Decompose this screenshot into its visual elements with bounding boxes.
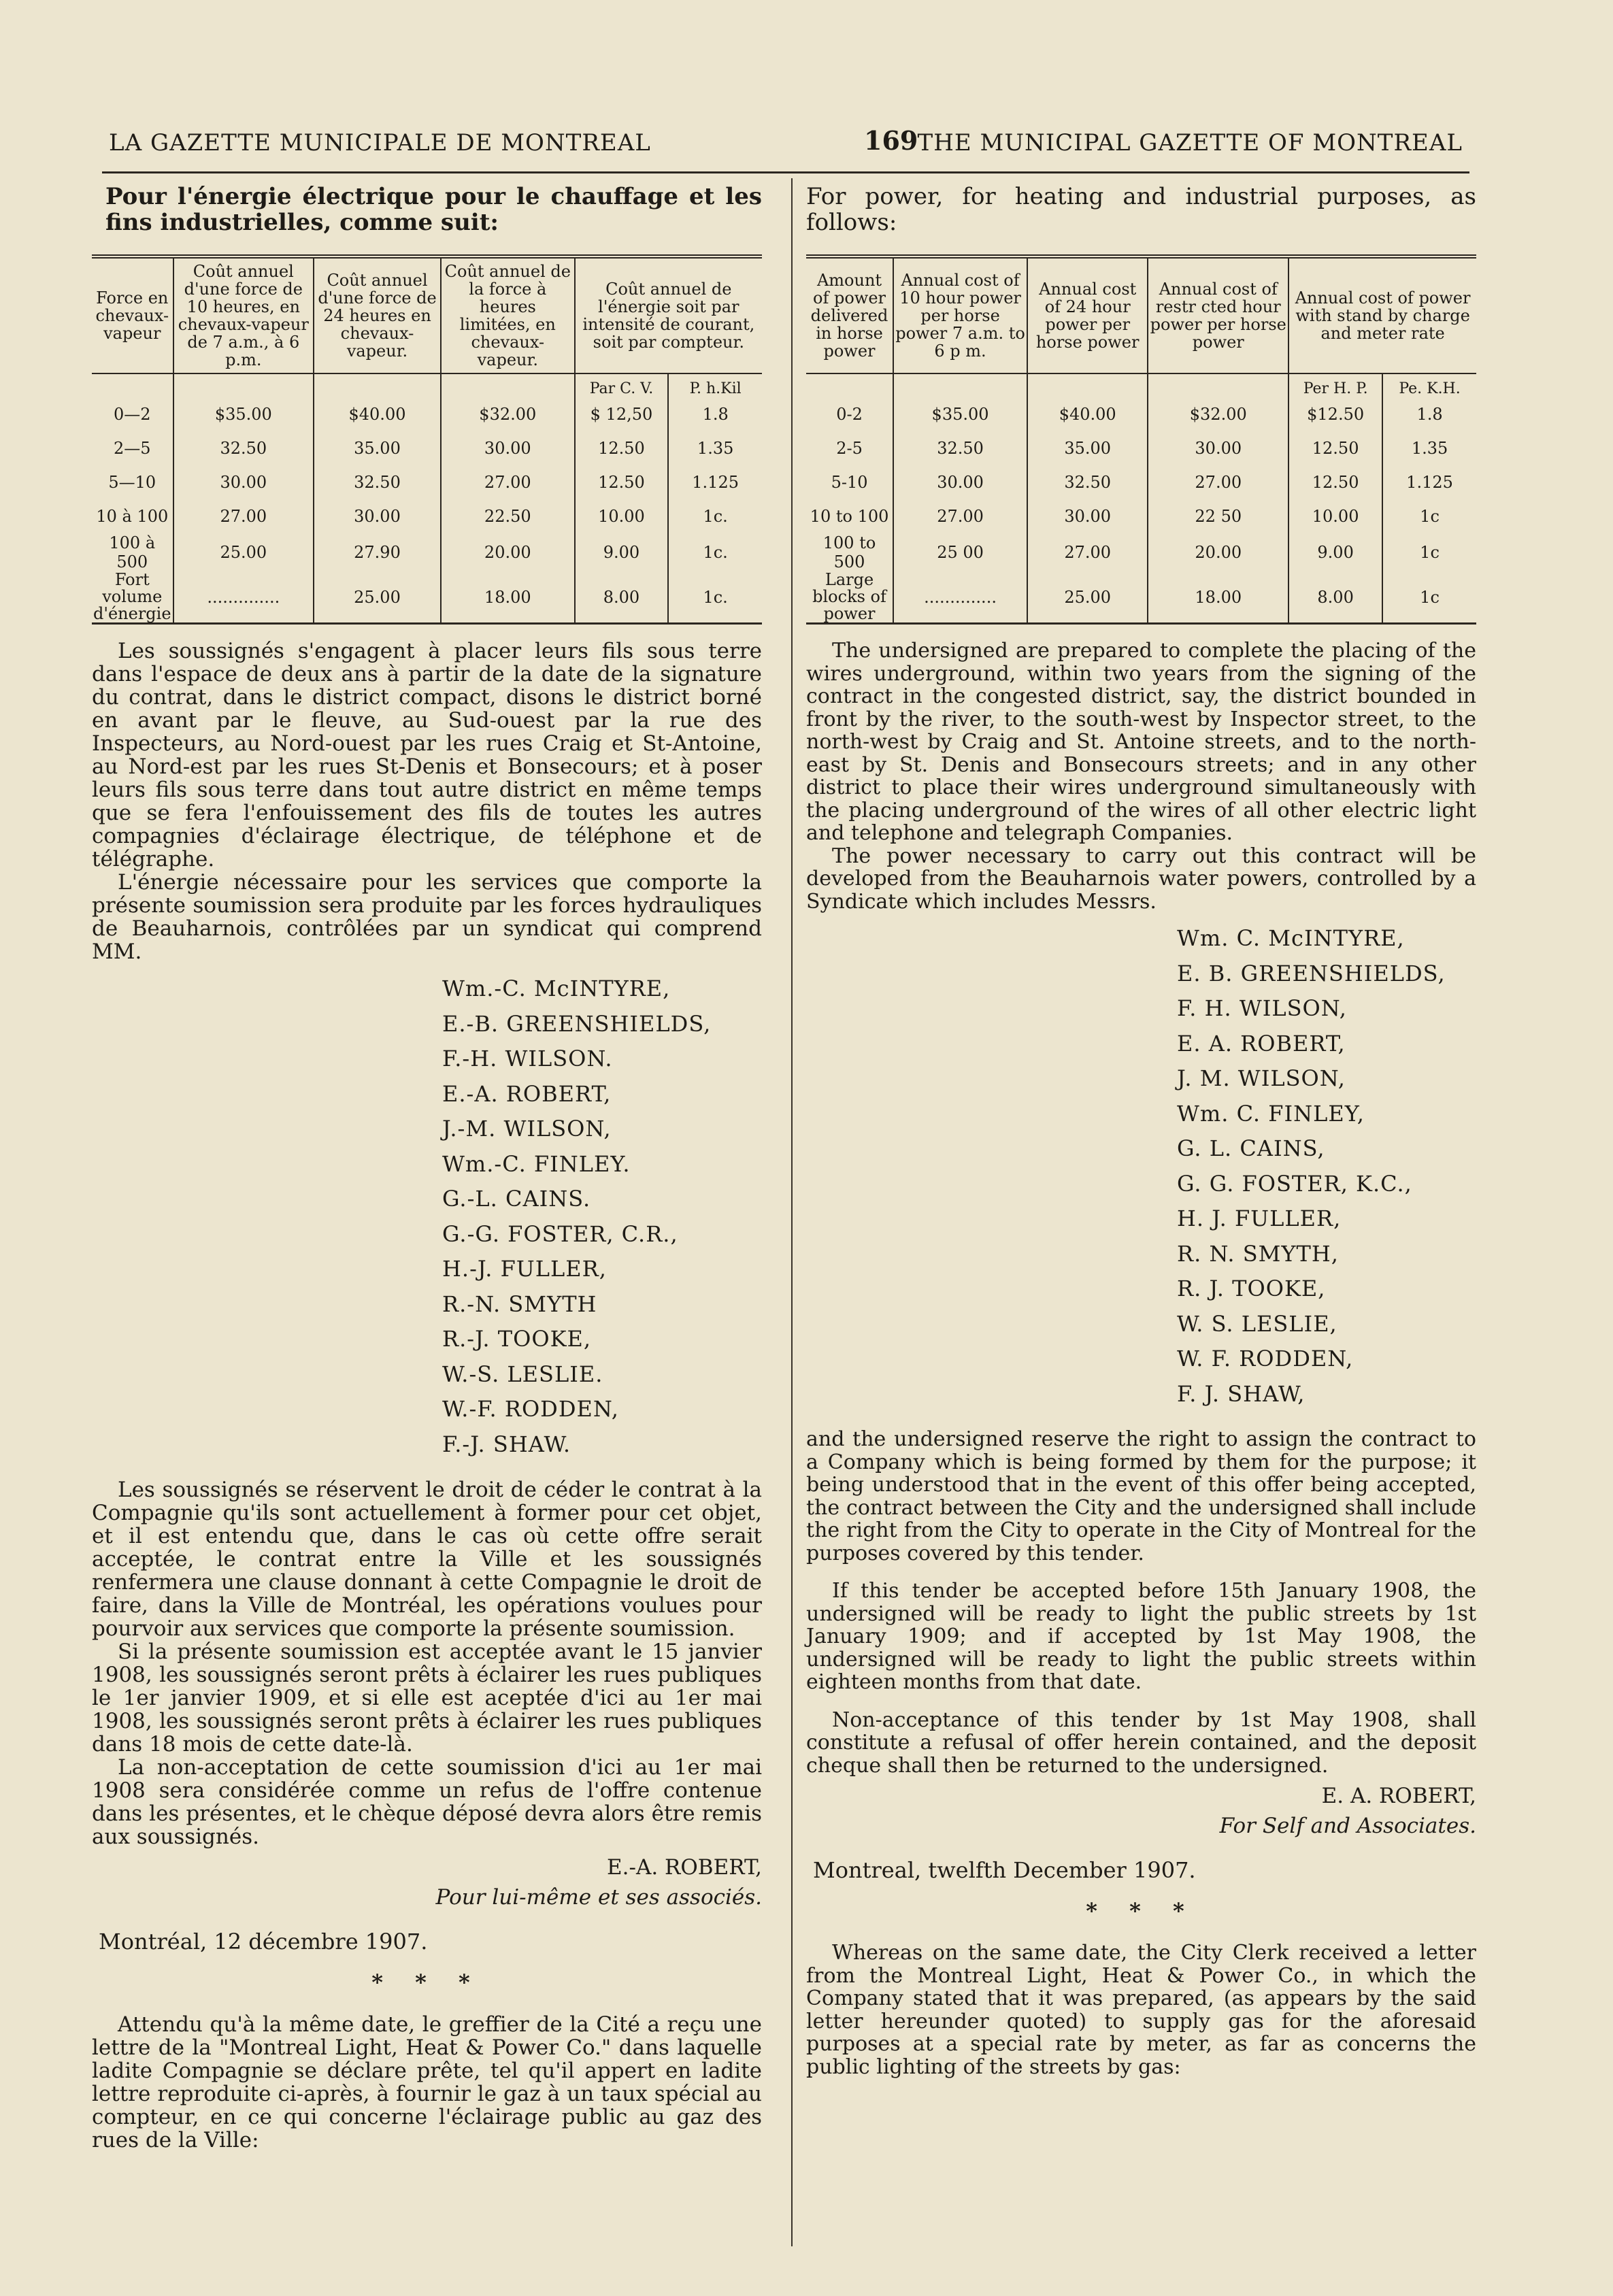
table-cell: 30.00 <box>173 465 314 499</box>
table-header-row <box>806 256 1476 373</box>
list-item: J.-M. WILSON, <box>442 1116 612 1142</box>
table-row <box>92 397 762 431</box>
list-item: H. J. FULLER, <box>1177 1205 1342 1231</box>
french-signature-role: Pour lui-même et ses associés. <box>435 1885 762 1910</box>
table-cell: 0—2 <box>92 397 173 431</box>
section-separator: * * * <box>371 1969 482 1995</box>
list-item: E.-A. ROBERT, <box>442 1080 612 1107</box>
french-paragraph-underground: Les soussignés s'engagent à placer leurs fils sous terre dans l'espace de deux ans à partir de la date de la signature du contrat, dans le district compact, disons le district borné en avant par le fleuve, au Sud-ouest par la rue des Inspecteurs, au Nord-ouest par les rues Craig et St-Antoine, au Nord-est par les rues St-Denis et Bonsecours; et à poser leurs fils sous terre dans tout autre district en même temps que se fera l'enfouissement des fils de toutes les autres compagnies d'éclairage électrique, de téléphone et de télégraphe. <box>92 639 762 871</box>
table-cell: 35.00 <box>314 431 441 465</box>
list-item: E.-B. GREENSHIELDS, <box>442 1010 712 1037</box>
english-syndicate-names <box>1177 925 1476 1416</box>
french-intro: Pour l'énergie électrique pour le chauffage et les fins industrielles, comme suit: <box>105 183 762 236</box>
english-paragraph-acceptance: If this tender be accepted before 15th January 1908, the undersigned will be ready to light the public streets by 1st January 1909; and if accepted by 1st May 1908, the undersigned will be ready to light the public streets within eighteen months from that date. <box>806 1579 1476 1694</box>
table-header-cell: Coût annuel d'une force de 24 heures en chevaux-vapeur. <box>314 256 441 373</box>
page-number: 169 <box>864 125 918 156</box>
table-cell: 27.00 <box>441 465 575 499</box>
table-cell: $ 12,50 <box>575 397 669 431</box>
table-cell: 27.00 <box>173 499 314 533</box>
table-header-cell: Coût annuel d'une force de 10 heures, en chevaux-vapeur de 7 a.m., à 6 p.m. <box>173 256 314 373</box>
table-cell: $32.00 <box>441 397 575 431</box>
english-signature-role: For Self and Associates. <box>1219 1814 1476 1838</box>
table-cell: 10 à 100 <box>92 499 173 533</box>
table-cell: 12.50 <box>575 431 669 465</box>
list-item: Wm. C. FINLEY, <box>1177 1100 1365 1127</box>
english-column <box>806 184 1476 2078</box>
table-cell: 5—10 <box>92 465 173 499</box>
list-item: W. F. RODDEN, <box>1177 1346 1354 1371</box>
table-cell: 100 à 500 <box>92 533 173 571</box>
table-cell: 1.8 <box>702 405 729 424</box>
list-item: H.-J. FULLER, <box>442 1256 607 1282</box>
table-cell: 22 50 <box>1148 499 1288 533</box>
table-cell: 22.50 <box>441 499 575 533</box>
english-paragraph-power: The power necessary to carry out this contract will be developed from the Beauharnois water powers, controlled by a Syndicate which includes Messrs. <box>806 844 1476 914</box>
table-header-cell: Amount of power delivered in horse power <box>806 256 893 373</box>
table-row <box>806 499 1476 533</box>
table-cell: 30.00 <box>893 465 1027 499</box>
table-cell: 18.00 <box>1148 571 1288 624</box>
table-cell: 20.00 <box>441 533 575 571</box>
french-paragraph-acceptance: Si la présente soumission est acceptée avant le 15 janvier 1908, les soussignés seront prêts à éclairer les rues publiques le 1er janvier 1909, et si elle est aceptée d'ici au 1er mai 1908, les soussignés seront prêts à éclairer les rues publiques dans 18 mois de cette date-là. <box>92 1640 762 1757</box>
list-item: Wm. C. McINTYRE, <box>1177 925 1405 951</box>
table-cell: 27.00 <box>1148 465 1288 499</box>
list-item: G. L. CAINS, <box>1177 1135 1325 1161</box>
list-item: W.-F. RODDEN, <box>442 1396 619 1422</box>
table-cell: 27.90 <box>314 533 441 571</box>
french-dateline: Montréal, 12 décembre 1907. <box>99 1929 428 1954</box>
table-cell: 18.00 <box>441 571 575 624</box>
table-header-cell: Annual cost of restr cted hour power per horse power <box>1148 256 1288 373</box>
french-paragraph-power: L'énergie nécessaire pour les services que comporte la présente soumission sera produite par les forces hydrauliques de Beauharnois, contrôlées par un syndicat qui comprend MM. <box>92 870 762 964</box>
table-row <box>92 499 762 533</box>
table-header-row <box>92 256 762 373</box>
english-paragraph-underground: The undersigned are prepared to complete the placing of the wires underground, within two years from the signing of the contract in the congested district, say, the district bounded in front by the river, to the south-west by Inspector street, to the north-west by Craig and St. Antoine streets, and to the north-east by St. Denis and Bonsecours streets; and in any other district to place their wires underground simultaneously with the placing underground of the wires of all other electric light and telephone and telegraph Companies. <box>806 639 1476 845</box>
english-dateline: Montreal, twelfth December 1907. <box>813 1857 1196 1883</box>
section-separator: * * * <box>1086 1898 1197 1924</box>
list-item: J. M. WILSON, <box>1177 1065 1346 1091</box>
list-item: W.-S. LESLIE. <box>442 1361 603 1387</box>
table-cell: 1.125 <box>1406 473 1453 492</box>
list-item: E. A. ROBERT, <box>1177 1030 1346 1057</box>
unit-label: Pe. K.H. <box>1399 380 1461 397</box>
list-item: F.-H. WILSON. <box>442 1046 613 1071</box>
table-cell: 1c <box>1420 587 1440 607</box>
table-cell: 32.50 <box>1027 465 1148 499</box>
list-item: E. B. GREENSHIELDS, <box>1177 960 1446 986</box>
table-cell: 27.00 <box>1027 533 1148 571</box>
header-rule <box>102 171 1469 173</box>
table-cell: 8.00 <box>1288 571 1382 624</box>
table-cell: Large blocks of power <box>806 571 893 624</box>
table-unit-row <box>806 373 1476 397</box>
table-cell: .............. <box>893 571 1027 624</box>
table-cell: 35.00 <box>1027 431 1148 465</box>
table-cell: 1c. <box>703 507 728 526</box>
header-right-title: THE MUNICIPAL GAZETTE OF MONTREAL <box>917 129 1463 156</box>
table-row <box>92 533 762 571</box>
french-power-table <box>92 254 762 625</box>
table-cell: 1.8 <box>1416 405 1443 424</box>
table-cell: 25 00 <box>893 533 1027 571</box>
table-header-cell: Force en chevaux-vapeur <box>92 256 173 373</box>
table-cell: 10.00 <box>1288 499 1382 533</box>
table-row <box>806 465 1476 499</box>
table-row <box>806 397 1476 431</box>
table-header-cell: Annual cost of 10 hour power per horse power 7 a.m. to 6 p m. <box>893 256 1027 373</box>
table-row <box>806 533 1476 571</box>
header-left-title: LA GAZETTE MUNICIPALE DE MONTREAL <box>109 129 651 156</box>
table-cell: $40.00 <box>314 397 441 431</box>
table-header-cell: Annual cost of 24 hour power per horse power <box>1027 256 1148 373</box>
table-header-cell: Coût annuel de la force à heures limitées, en chevaux-vapeur. <box>441 256 575 373</box>
list-item: G.-G. FOSTER, C.R., <box>442 1220 678 1247</box>
page-header <box>102 122 1463 163</box>
english-signature: E. A. ROBERT, <box>1321 1784 1476 1808</box>
french-signature: E.-A. ROBERT, <box>607 1855 762 1880</box>
french-column <box>92 184 762 2152</box>
table-cell: 2-5 <box>806 431 893 465</box>
list-item: G.-L. CAINS. <box>442 1186 591 1212</box>
table-cell: 30.00 <box>1027 499 1148 533</box>
list-item: F.-J. SHAW. <box>442 1431 571 1457</box>
table-cell: 9.00 <box>1288 533 1382 571</box>
table-cell: 32.50 <box>314 465 441 499</box>
table-cell: 1.35 <box>697 439 734 458</box>
english-paragraph-assign: and the undersigned reserve the right to assign the contract to a Company which is being formed by them for the purpose; it being understood that in the event of this offer being accepted, the contract between the City and the undersigned shall include the right from the City to operate in the City of Montreal for the purposes covered by this tender. <box>806 1427 1476 1565</box>
table-cell: 1.125 <box>692 473 739 492</box>
table-cell: 100 to 500 <box>806 533 893 571</box>
table-cell: $35.00 <box>893 397 1027 431</box>
table-cell: 1c. <box>703 543 728 562</box>
list-item: R.-N. SMYTH <box>442 1291 597 1317</box>
table-cell: $32.00 <box>1148 397 1288 431</box>
table-cell: 1c <box>1420 543 1440 562</box>
list-item: Wm.-C. McINTYRE, <box>442 976 671 1001</box>
unit-label: Per H. P. <box>1288 373 1382 397</box>
english-power-table <box>806 254 1476 625</box>
english-paragraph-gas-letter: Whereas on the same date, the City Clerk received a letter from the Montreal Light, Heat & Power Co., in which the Company stated that it was prepared, (as appears by the said letter hereunder quoted) to supply gas for the aforesaid purposes at a special rate by meter, as far as concerns the public lighting of the streets by gas: <box>806 1941 1476 2079</box>
table-cell: 30.00 <box>1148 431 1288 465</box>
table-row <box>806 571 1476 624</box>
table-cell: 5-10 <box>806 465 893 499</box>
table-cell: 25.00 <box>1027 571 1148 624</box>
unit-label: Par C. V. <box>575 373 669 397</box>
table-cell: $35.00 <box>173 397 314 431</box>
list-item: W. S. LESLIE, <box>1177 1310 1337 1337</box>
table-cell: 30.00 <box>441 431 575 465</box>
unit-label: P. h.Kil <box>689 380 742 397</box>
english-intro: For power, for heating and industrial purposes, as follows: <box>806 183 1476 236</box>
table-cell: 8.00 <box>575 571 669 624</box>
table-cell: 10 to 100 <box>806 499 893 533</box>
table-cell: 20.00 <box>1148 533 1288 571</box>
table-row <box>92 431 762 465</box>
table-header-cell: Annual cost of power with stand by charge and meter rate <box>1288 256 1476 373</box>
english-paragraph-refusal: Non-acceptance of this tender by 1st May 1908, shall constitute a refusal of offer herein contained, and the deposit cheque shall then be returned to the undersigned. <box>806 1708 1476 1778</box>
list-item: R. N. SMYTH, <box>1177 1240 1339 1267</box>
table-cell: 1c. <box>703 587 728 607</box>
table-cell: 27.00 <box>893 499 1027 533</box>
table-row <box>92 571 762 624</box>
list-item: G. G. FOSTER, K.C., <box>1177 1170 1412 1197</box>
table-cell: 12.50 <box>575 465 669 499</box>
table-cell: $12.50 <box>1288 397 1382 431</box>
table-cell: 10.00 <box>575 499 669 533</box>
table-cell: 25.00 <box>173 533 314 571</box>
list-item: R. J. TOOKE, <box>1177 1276 1326 1301</box>
list-item: Wm.-C. FINLEY. <box>442 1150 631 1177</box>
table-cell: 32.50 <box>893 431 1027 465</box>
table-cell: 30.00 <box>314 499 441 533</box>
table-header-cell: Coût annuel de l'énergie soit par intensité de courant, soit par compteur. <box>575 256 762 373</box>
table-cell: 9.00 <box>575 533 669 571</box>
column-divider <box>791 178 793 2246</box>
french-paragraph-refusal: La non-acceptation de cette soumission d'ici au 1er mai 1908 sera considérée comme un refus de l'offre contenue dans les présentes, et le chèque déposé devra alors être remis aux soussignés. <box>92 1755 762 1849</box>
table-cell: 32.50 <box>173 431 314 465</box>
table-cell: 1.35 <box>1411 439 1448 458</box>
table-cell: Fort volume d'énergie <box>92 571 173 624</box>
list-item: F. H. WILSON, <box>1177 995 1347 1021</box>
french-paragraph-assign: Les soussignés se réservent le droit de céder le contrat à la Compagnie qu'ils sont actuellement à former pour cet objet, et il est entendu que, dans le cas où cette offre serait acceptée, le contrat entre la Ville et les soussignés renfermera une clause donnant à cette Compagnie le droit de faire, dans la Ville de Montréal, les opérations voulues pour pourvoir aux services que comporte la présente soumission. <box>92 1478 762 1641</box>
table-row <box>92 465 762 499</box>
table-cell: 12.50 <box>1288 465 1382 499</box>
french-paragraph-gas-letter: Attendu qu'à la même date, le greffier de la Cité a reçu une lettre de la "Montreal Light, Heat & Power Co." dans laquelle ladite Compagnie se déclare prête, tel qu'il appert en ladite lettre reproduite ci-après, à fournir le gaz à un taux spécial au compteur, en ce qui concerne l'éclairage public au gaz des rues de la Ville: <box>92 2012 762 2152</box>
table-cell: 2—5 <box>92 431 173 465</box>
table-cell: $40.00 <box>1027 397 1148 431</box>
table-cell: 25.00 <box>314 571 441 624</box>
table-cell: .............. <box>173 571 314 624</box>
table-cell: 1c <box>1420 507 1440 526</box>
table-unit-row <box>92 373 762 397</box>
list-item: R.-J. TOOKE, <box>442 1326 592 1352</box>
table-row <box>806 431 1476 465</box>
french-syndicate-names <box>442 976 762 1466</box>
list-item: F. J. SHAW, <box>1177 1380 1306 1407</box>
table-cell: 0-2 <box>806 397 893 431</box>
table-cell: 12.50 <box>1288 431 1382 465</box>
